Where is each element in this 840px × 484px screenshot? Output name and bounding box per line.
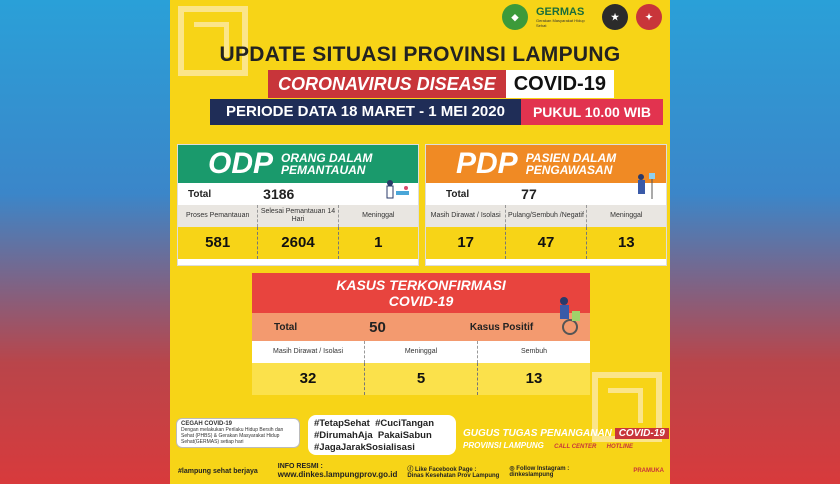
police-emblem-icon: ★ [602, 4, 628, 30]
page-title: UPDATE SITUASI PROVINSI LAMPUNG [219, 43, 621, 66]
hashtag: #DirumahAja [314, 430, 373, 441]
cegah-box [176, 418, 300, 448]
info-resmi [278, 463, 398, 479]
period-banner [210, 99, 663, 125]
kasus-label: Masih Dirawat / Isolasi [252, 341, 365, 363]
odp-label-row [178, 205, 418, 227]
hotline-label: HOTLINE [606, 444, 633, 450]
germas-sub: Gerakan Masyarakat Hidup Sehat [536, 18, 585, 28]
kasus-label: Meninggal [365, 341, 478, 363]
odp-card [178, 145, 418, 265]
odp-label: Selesai Pemantauan 14 Hari [258, 205, 338, 227]
patient-bed-icon [384, 177, 410, 207]
hashtag: PakaiSabun [377, 430, 432, 441]
hashtag: #JagaJarakSosialisasi [314, 442, 415, 453]
pdp-label: Pulang/Sembuh /Negatif [506, 205, 586, 227]
hashtag: #TetapSehat [314, 418, 370, 429]
odp-value: 1 [374, 234, 383, 251]
disease-banner [268, 70, 614, 98]
gugus-tugas [463, 428, 669, 450]
germas-logo [536, 6, 594, 28]
odp-sub1: ORANG DALAM [281, 151, 373, 165]
odp-label: Meninggal [362, 212, 395, 219]
facebook-icon: ⓕ [407, 466, 414, 473]
army-emblem-icon: ✦ [636, 4, 662, 30]
odp-value-row [178, 227, 418, 259]
pdp-label: Masih Dirawat / Isolasi [426, 205, 506, 227]
logo-row [502, 4, 662, 30]
kasus-total-value: 50 [369, 318, 386, 336]
pdp-value: 17 [426, 227, 506, 259]
odp-subtitle [281, 152, 372, 176]
kasus-positive-label: Kasus Positif [469, 321, 534, 333]
facebook-label: Like Facebook Page : [415, 466, 477, 473]
odp-value: 581 [178, 227, 258, 259]
odp-value: 2604 [258, 227, 338, 259]
pdp-total-value: 77 [521, 186, 537, 202]
instagram-link[interactable]: dinkeslampung [509, 471, 554, 478]
pdp-card [426, 145, 666, 265]
pdp-total-label: Total [446, 188, 470, 200]
kasus-label: Sembuh [520, 348, 548, 355]
pdp-value: 47 [506, 227, 586, 259]
pdp-sub1: PASIEN DALAM [525, 151, 617, 165]
period-label: PERIODE DATA 18 MARET - 1 MEI 2020 [210, 99, 521, 125]
kasus-total-label: Total [274, 321, 298, 333]
gugus-text: GUGUS TUGAS PENANGANAN [463, 428, 612, 439]
pramuka-logo: PRAMUKA [633, 468, 664, 474]
pdp-value-row [426, 227, 666, 259]
hashtag-box [308, 415, 456, 455]
instagram-label: Follow Instagram : [516, 465, 570, 472]
germas-text: GERMAS [536, 6, 585, 18]
kasus-label-row [252, 341, 590, 363]
facebook-link[interactable]: Dinas Kesehatan Prov Lampung [407, 472, 500, 479]
pdp-subtitle [526, 152, 616, 176]
odp-header [178, 145, 418, 183]
covid-poster [170, 0, 670, 484]
pdp-value: 13 [617, 234, 635, 251]
pdp-header [426, 145, 666, 183]
odp-abbr: ODP [208, 147, 274, 180]
odp-sub2: PEMANTAUAN [281, 163, 366, 177]
kasus-value: 32 [252, 363, 365, 395]
pdp-abbr: PDP [456, 147, 518, 180]
info-label: INFO RESMI : [277, 463, 323, 470]
kasus-title1: KASUS TERKONFIRMASI [336, 277, 506, 293]
hashtag: #CuciTangan [375, 418, 435, 429]
time-label: PUKUL 10.00 WIB [521, 99, 663, 125]
wheelchair-patient-icon [552, 295, 586, 335]
facebook-info [407, 464, 499, 479]
disease-label: CORONAVIRUS DISEASE [268, 70, 506, 98]
kasus-card [252, 273, 590, 397]
kasus-value: 5 [365, 363, 478, 395]
footer [170, 458, 670, 484]
kasus-value: 13 [525, 370, 543, 387]
pdp-total-row [426, 183, 666, 205]
call-center-label: CALL CENTER [554, 444, 597, 450]
kasus-title2: COVID-19 [388, 293, 454, 309]
pdp-label: Meninggal [610, 212, 643, 219]
patient-iv-icon [632, 171, 658, 201]
pdp-sub2: PENGAWASAN [525, 163, 613, 177]
cegah-text: Dengan melakukan Perilaku Hidup Bersih dan Sehat (PHBS) & Gerakan Masyarakat Hidup Sehat(GERMAS) setiap hari [181, 427, 284, 445]
website-link[interactable]: www.dinkes.lampungprov.go.id [277, 470, 398, 479]
covid-label: COVID-19 [506, 70, 614, 98]
odp-label: Proses Pemantauan [178, 205, 258, 227]
kasus-header [252, 273, 590, 313]
instagram-icon: ◎ [509, 465, 515, 472]
pdp-label-row [426, 205, 666, 227]
odp-total-row [178, 183, 418, 205]
odp-total-value: 3186 [263, 186, 295, 202]
gugus-covid: COVID-19 [615, 428, 669, 439]
lampung-tag: #lampung sehat berjaya [178, 467, 258, 475]
gugus-province: PROVINSI LAMPUNG [463, 441, 544, 450]
kasus-value-row [252, 363, 590, 395]
odp-total-label: Total [188, 188, 212, 200]
instagram-info [509, 465, 569, 478]
cegah-title: CEGAH COVID-19 [181, 421, 233, 427]
kasus-total-row [252, 313, 590, 341]
lampung-crest-icon: ◆ [502, 4, 528, 30]
